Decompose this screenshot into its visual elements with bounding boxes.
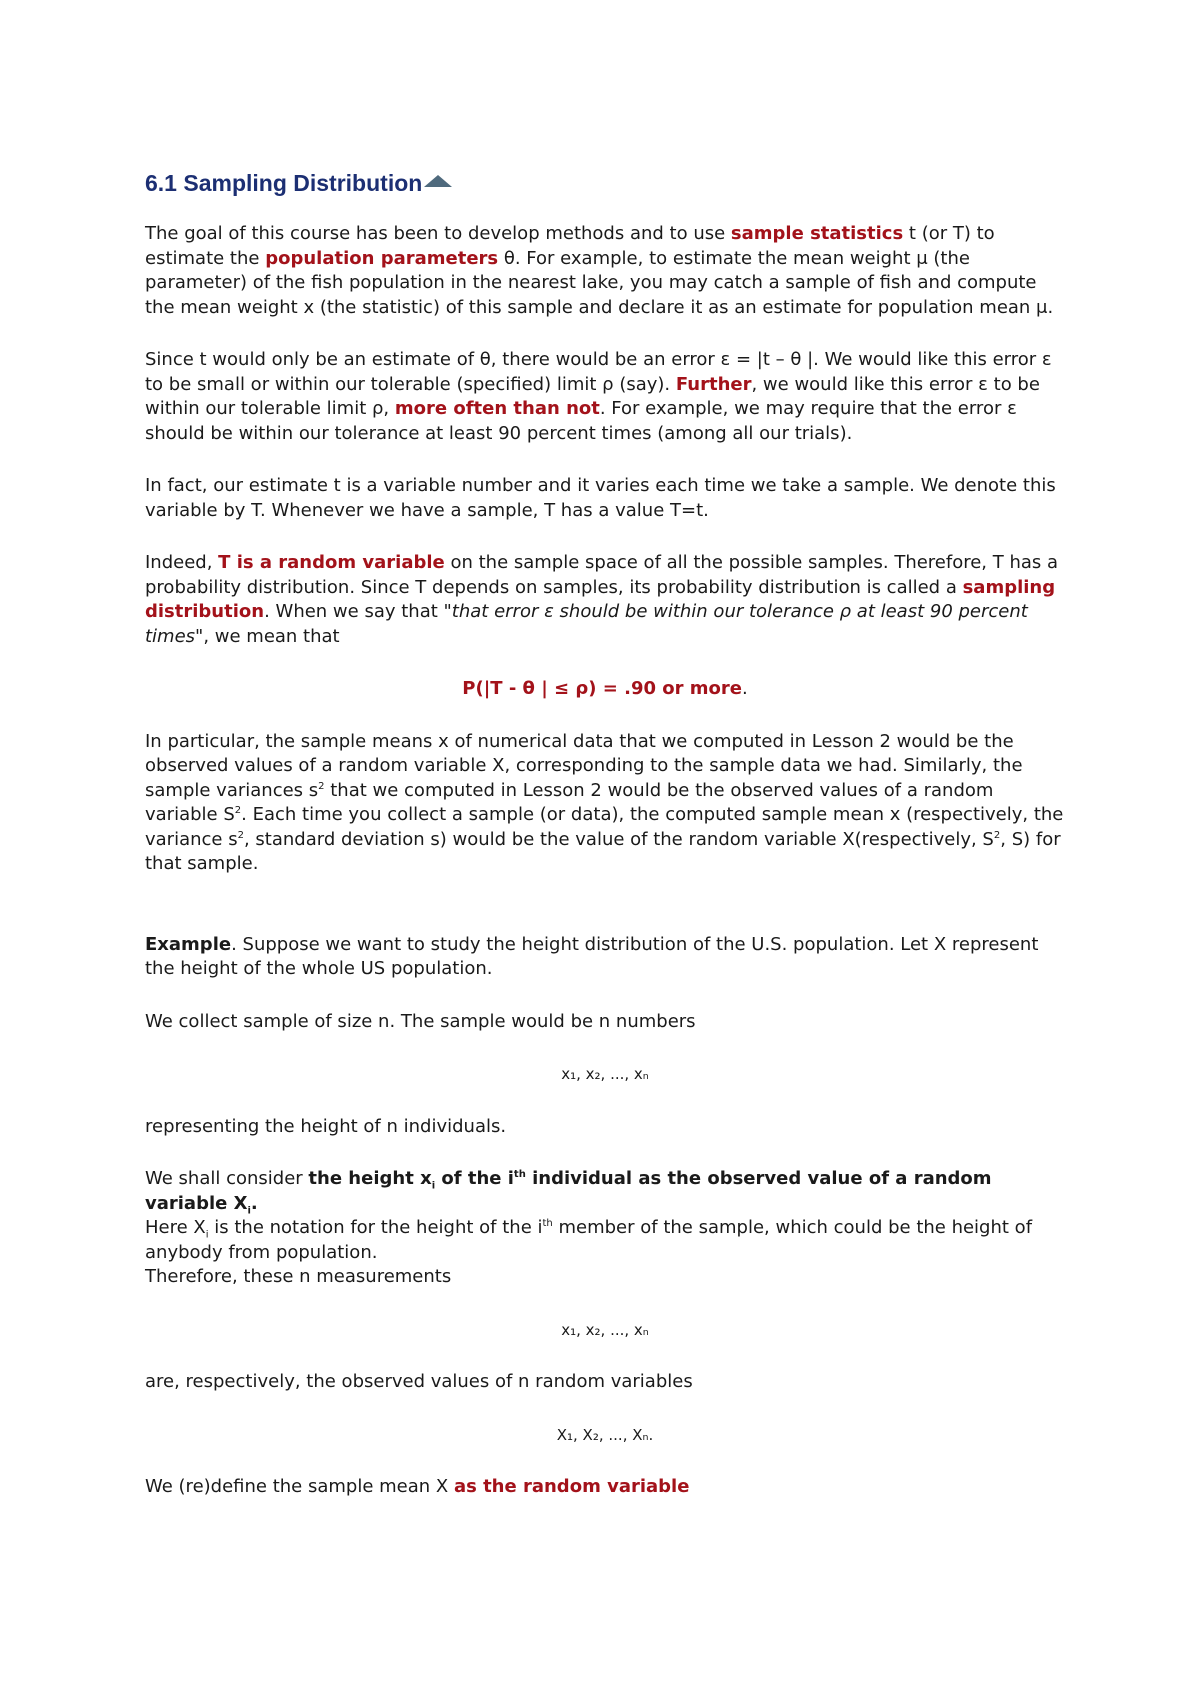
bold-text: . [250,1192,258,1214]
probability-formula [145,677,1065,702]
text: We (re)define the sample mean X [145,1476,454,1497]
paragraph-sample-means [145,730,1065,877]
section-heading [145,168,1065,198]
formula-text: P(|T - θ | ≤ ρ) = .90 or more [462,678,742,699]
subscript: i [247,1205,251,1217]
text: We shall consider [145,1168,309,1189]
bold-text: the height x [308,1168,432,1189]
up-arrow-icon[interactable] [424,175,452,187]
formula-period: . [741,678,748,699]
text: ", we mean that [195,625,340,647]
text: , S) for that sample. [145,828,1061,874]
paragraph-representing: representing the height of n individuals. [145,1115,507,1137]
text: , we would like this error ε to be within our tolerable limit ρ, [145,373,1040,419]
paragraph-random-variable [145,551,1065,649]
text: . Suppose we want to study the height distribution of the U.S. population. Let X represent the height of the whole US population. [145,933,1039,979]
highlight-random-variable: T is a random variable [218,552,445,573]
highlight-population-parameters: population parameters [265,247,499,269]
paragraph-variable: In fact, our estimate t is a variable number and it varies each time we take a sample. We denote this variable by T. Whenever we have a sample, T has a value T=t. [145,475,1056,521]
highlight-more-often: more often than not [394,398,600,419]
measurement-sequence: x₁, x₂, ..., xₙ [561,1320,649,1339]
paragraph-collect-sample: We collect sample of size n. The sample would be n numbers [145,1010,696,1032]
bold-text: of the i [435,1168,514,1189]
text: θ. For example, to estimate the mean weight μ (the parameter) of the fish population in the nearest lake, you may catch a sample of fish and compute the mean weight x (the statistic) of this sample and declare it as an estimate for population mean μ. [145,247,1054,318]
text: that we computed in Lesson 2 would be the observed values of a random variable S [145,779,994,825]
section-title: 6.1 Sampling Distribution [145,170,423,196]
paragraph-redefine [145,1475,1065,1500]
paragraph-consider [145,1167,1065,1290]
superscript: 2 [318,780,325,792]
text: . For example, we may require that the error ε should be within our tolerance at least 90 percent times (among all our trials). [145,398,1017,444]
subscript: i [431,1180,436,1192]
superscript: 2 [993,829,1001,841]
text: . Each time you collect a sample (or data), the computed sample mean x (respectively, the variance s [145,804,1064,850]
highlight-sample-statistics: sample statistics [730,223,904,244]
text: The goal of this course has been to develop methods and to use [145,223,731,244]
text: , standard deviation s) would be the value of the random variable X(respectively, S [243,828,994,850]
paragraph-example [145,933,1065,982]
subscript: i [205,1229,209,1241]
text: Therefore, these n measurements [145,1266,452,1287]
random-variable-sequence: X₁, X₂, ..., Xₙ. [556,1425,654,1444]
bold-text: individual as the observed value of a random variable X [145,1168,992,1214]
example-label: Example [145,933,232,955]
sample-sequence-lower: x₁, x₂, ..., xₙ [561,1065,649,1083]
text: . When we say that " [264,601,452,622]
text: Indeed, [145,552,219,573]
text: Since t would only be an estimate of θ, there would be an error ε = |t – θ |. We would like this error ε to be small or within our tolerable (specified) limit ρ (say). [145,349,1052,395]
highlight-random-variable-2: as the random variable [453,1476,690,1497]
superscript: 2 [234,805,242,816]
document-body [145,168,1065,1528]
paragraph-goal [145,222,1065,320]
text: t (or T) to estimate the [145,223,995,269]
highlight-sampling-distribution: sampling distribution [145,576,1056,622]
text: In particular, the sample means x of numerical data that we computed in Lesson 2 would be the observed values of a random variable X, corresponding to the sample data we had. Similarly, the sample variances s [145,730,1023,801]
italic-quote: that error ε should be within our tolerance ρ at least 90 percent times [145,601,1028,647]
superscript: th [513,1169,526,1180]
paragraph-error [145,348,1065,446]
text: is the notation for the height of the i [208,1217,543,1238]
text: Here X [145,1217,206,1238]
text: on the sample space of all the possible samples. Therefore, T has a probability distribution. Since T depends on samples, its probability distribution is called a [145,552,1059,598]
text: member of the sample, which could be the height of anybody from population. [145,1217,1033,1263]
spacer [145,905,1065,933]
superscript: th [542,1218,553,1229]
highlight-further: Further [675,373,752,395]
superscript: 2 [237,829,244,841]
paragraph-observed-values: are, respectively, the observed values of n random variables [145,1371,693,1392]
